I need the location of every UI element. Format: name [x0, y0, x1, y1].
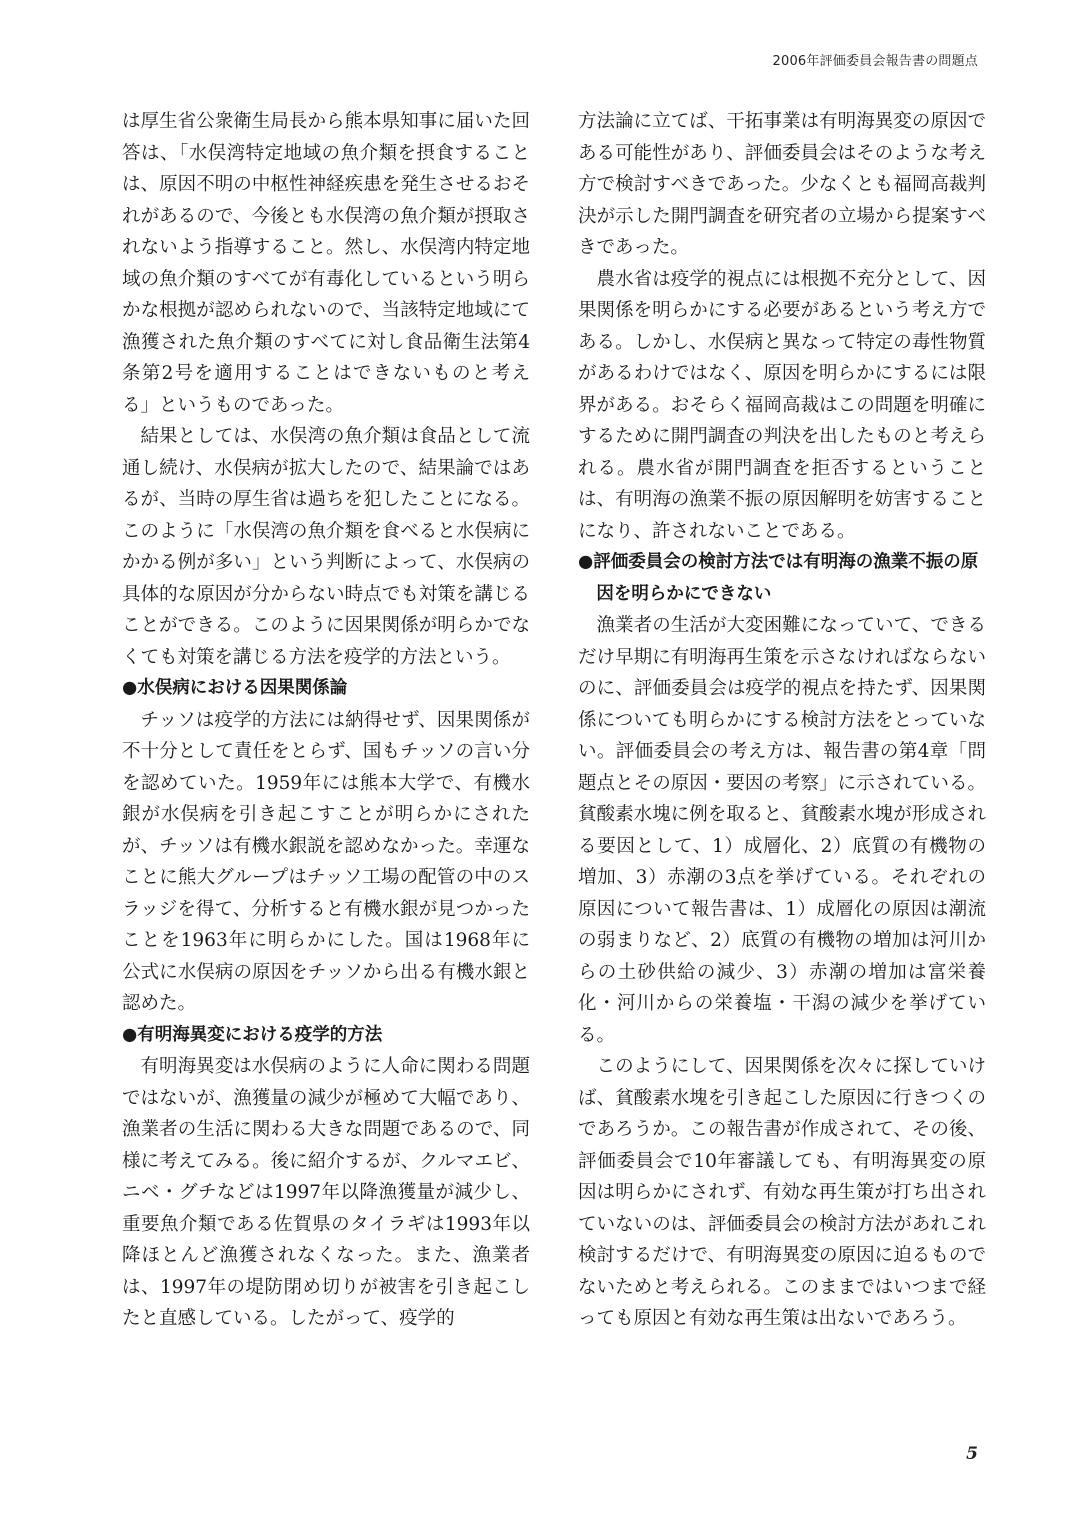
paragraph: チッソは疫学的方法には納得せず、因果関係が不十分として責任をとらず、国もチッソの言い分を認めていた。1959年には熊本大学で、有機水銀が水俣病を引き起こすことが明らかにされたが、チッソは有機水銀説を認めなかった。幸運なことに熊大グループはチッソ工場の配管の中のスラッジを得て、分析すると有機水銀が見つかったことを1963年に明らかにした。国は1968年に公式に水俣病の原因をチッソから出る有機水銀と認めた。: [122, 709, 530, 1014]
section-heading: ●水俣病における因果関係論: [122, 678, 348, 698]
paragraph: このようにして、因果関係を次々に探していけば、貧酸素水塊を引き起こした原因に行きつくのであろうか。この報告書が作成されて、その後、評価委員会で10年審議しても、有明海異変の原因は明らかにされず、有効な再生策が打ち出されていないのは、評価委員会の検討方法があれこれ検討するだけで、有明海異変の原因に迫るものでないためと考えられる。このままではいつまで経っても原因と有効な再生策は出ないであろう。: [578, 1056, 986, 1329]
running-header: 2006年評価委員会報告書の問題点: [772, 54, 978, 69]
section-heading: ●評価委員会の検討方法では有明海の漁業不振の原因を明らかにできない: [578, 552, 979, 604]
paragraph: 結果としては、水俣湾の魚介類は食品として流通し続け、水俣病が拡大したので、結果論ではあるが、当時の厚生省は過ちを犯したことになる。このように「水俣湾の魚介類を食べると水俣病にかかる例が多い」という判断によって、水俣病の具体的な原因が分からない時点でも対策を講じることができる。このように因果関係が明らかでなくても対策を講じる方法を疫学的方法という。: [122, 426, 530, 668]
right-column: [578, 106, 986, 1335]
paragraph: は厚生省公衆衛生局長から熊本県知事に届いた回答は、「水俣湾特定地域の魚介類を摂食することは、原因不明の中枢性神経疾患を発生させるおそれがあるので、今後とも水俣湾の魚介類が摂取されないよう指導すること。然し、水俣湾内特定地域の魚介類のすべてが有毒化しているという明らかな根拠が認められないので、当該特定地域にて漁獲された魚介類のすべてに対し食品衛生法第4条第2号を適用することはできないものと考える」というものであった。: [122, 111, 530, 416]
paragraph: 農水省は疫学的視点には根拠不充分として、因果関係を明らかにする必要があるという考え方である。しかし、水俣病と異なって特定の毒性物質があるわけではなく、原因を明らかにするには限界がある。おそらく福岡高裁はこの問題を明確にするために開門調査の判決を出したものと考えられる。農水省が開門調査を拒否するということは、有明海の漁業不振の原因解明を妨害することになり、許されないことである。: [578, 268, 986, 542]
page-number: 5: [966, 1444, 978, 1464]
paragraph: 有明海異変は水俣病のように人命に関わる問題ではないが、漁獲量の減少が極めて大幅であり、漁業者の生活に関わる大きな問題であるので、同様に考えてみる。後に紹介するが、クルマエビ、ニベ・グチなどは1997年以降漁獲量が減少し、重要魚介類である佐賀県のタイラギは1993年以降ほとんど漁獲されなくなった。また、漁業者は、1997年の堤防閉め切りが被害を引き起こしたと直感している。したがって、疫学的: [122, 1056, 530, 1329]
left-column: [122, 106, 530, 1335]
paragraph: 漁業者の生活が大変困難になっていて、できるだけ早期に有明海再生策を示さなければならないのに、評価委員会は疫学的視点を持たず、因果関係についても明らかにする検討方法をとっていない。評価委員会の考え方は、報告書の第4章「問題点とその原因・要因の考察」に示されている。貧酸素水塊に例を取ると、貧酸素水塊が形成される要因として、1）成層化、2）底質の有機物の増加、3）赤潮の3点を挙げている。それぞれの原因について報告書は、1）成層化の原因は潮流の弱まりなど、2）底質の有機物の増加は河川からの土砂供給の減少、3）赤潮の増加は富栄養化・河川からの栄養塩・干潟の減少を挙げている。: [578, 615, 986, 1046]
paragraph: 方法論に立てば、干拓事業は有明海異変の原因である可能性があり、評価委員会はそのような考え方で検討すべきであった。少なくとも福岡高裁判決が示した開門調査を研究者の立場から提案すべきであった。: [578, 111, 986, 258]
section-heading: ●有明海異変における疫学的方法: [122, 1024, 383, 1045]
